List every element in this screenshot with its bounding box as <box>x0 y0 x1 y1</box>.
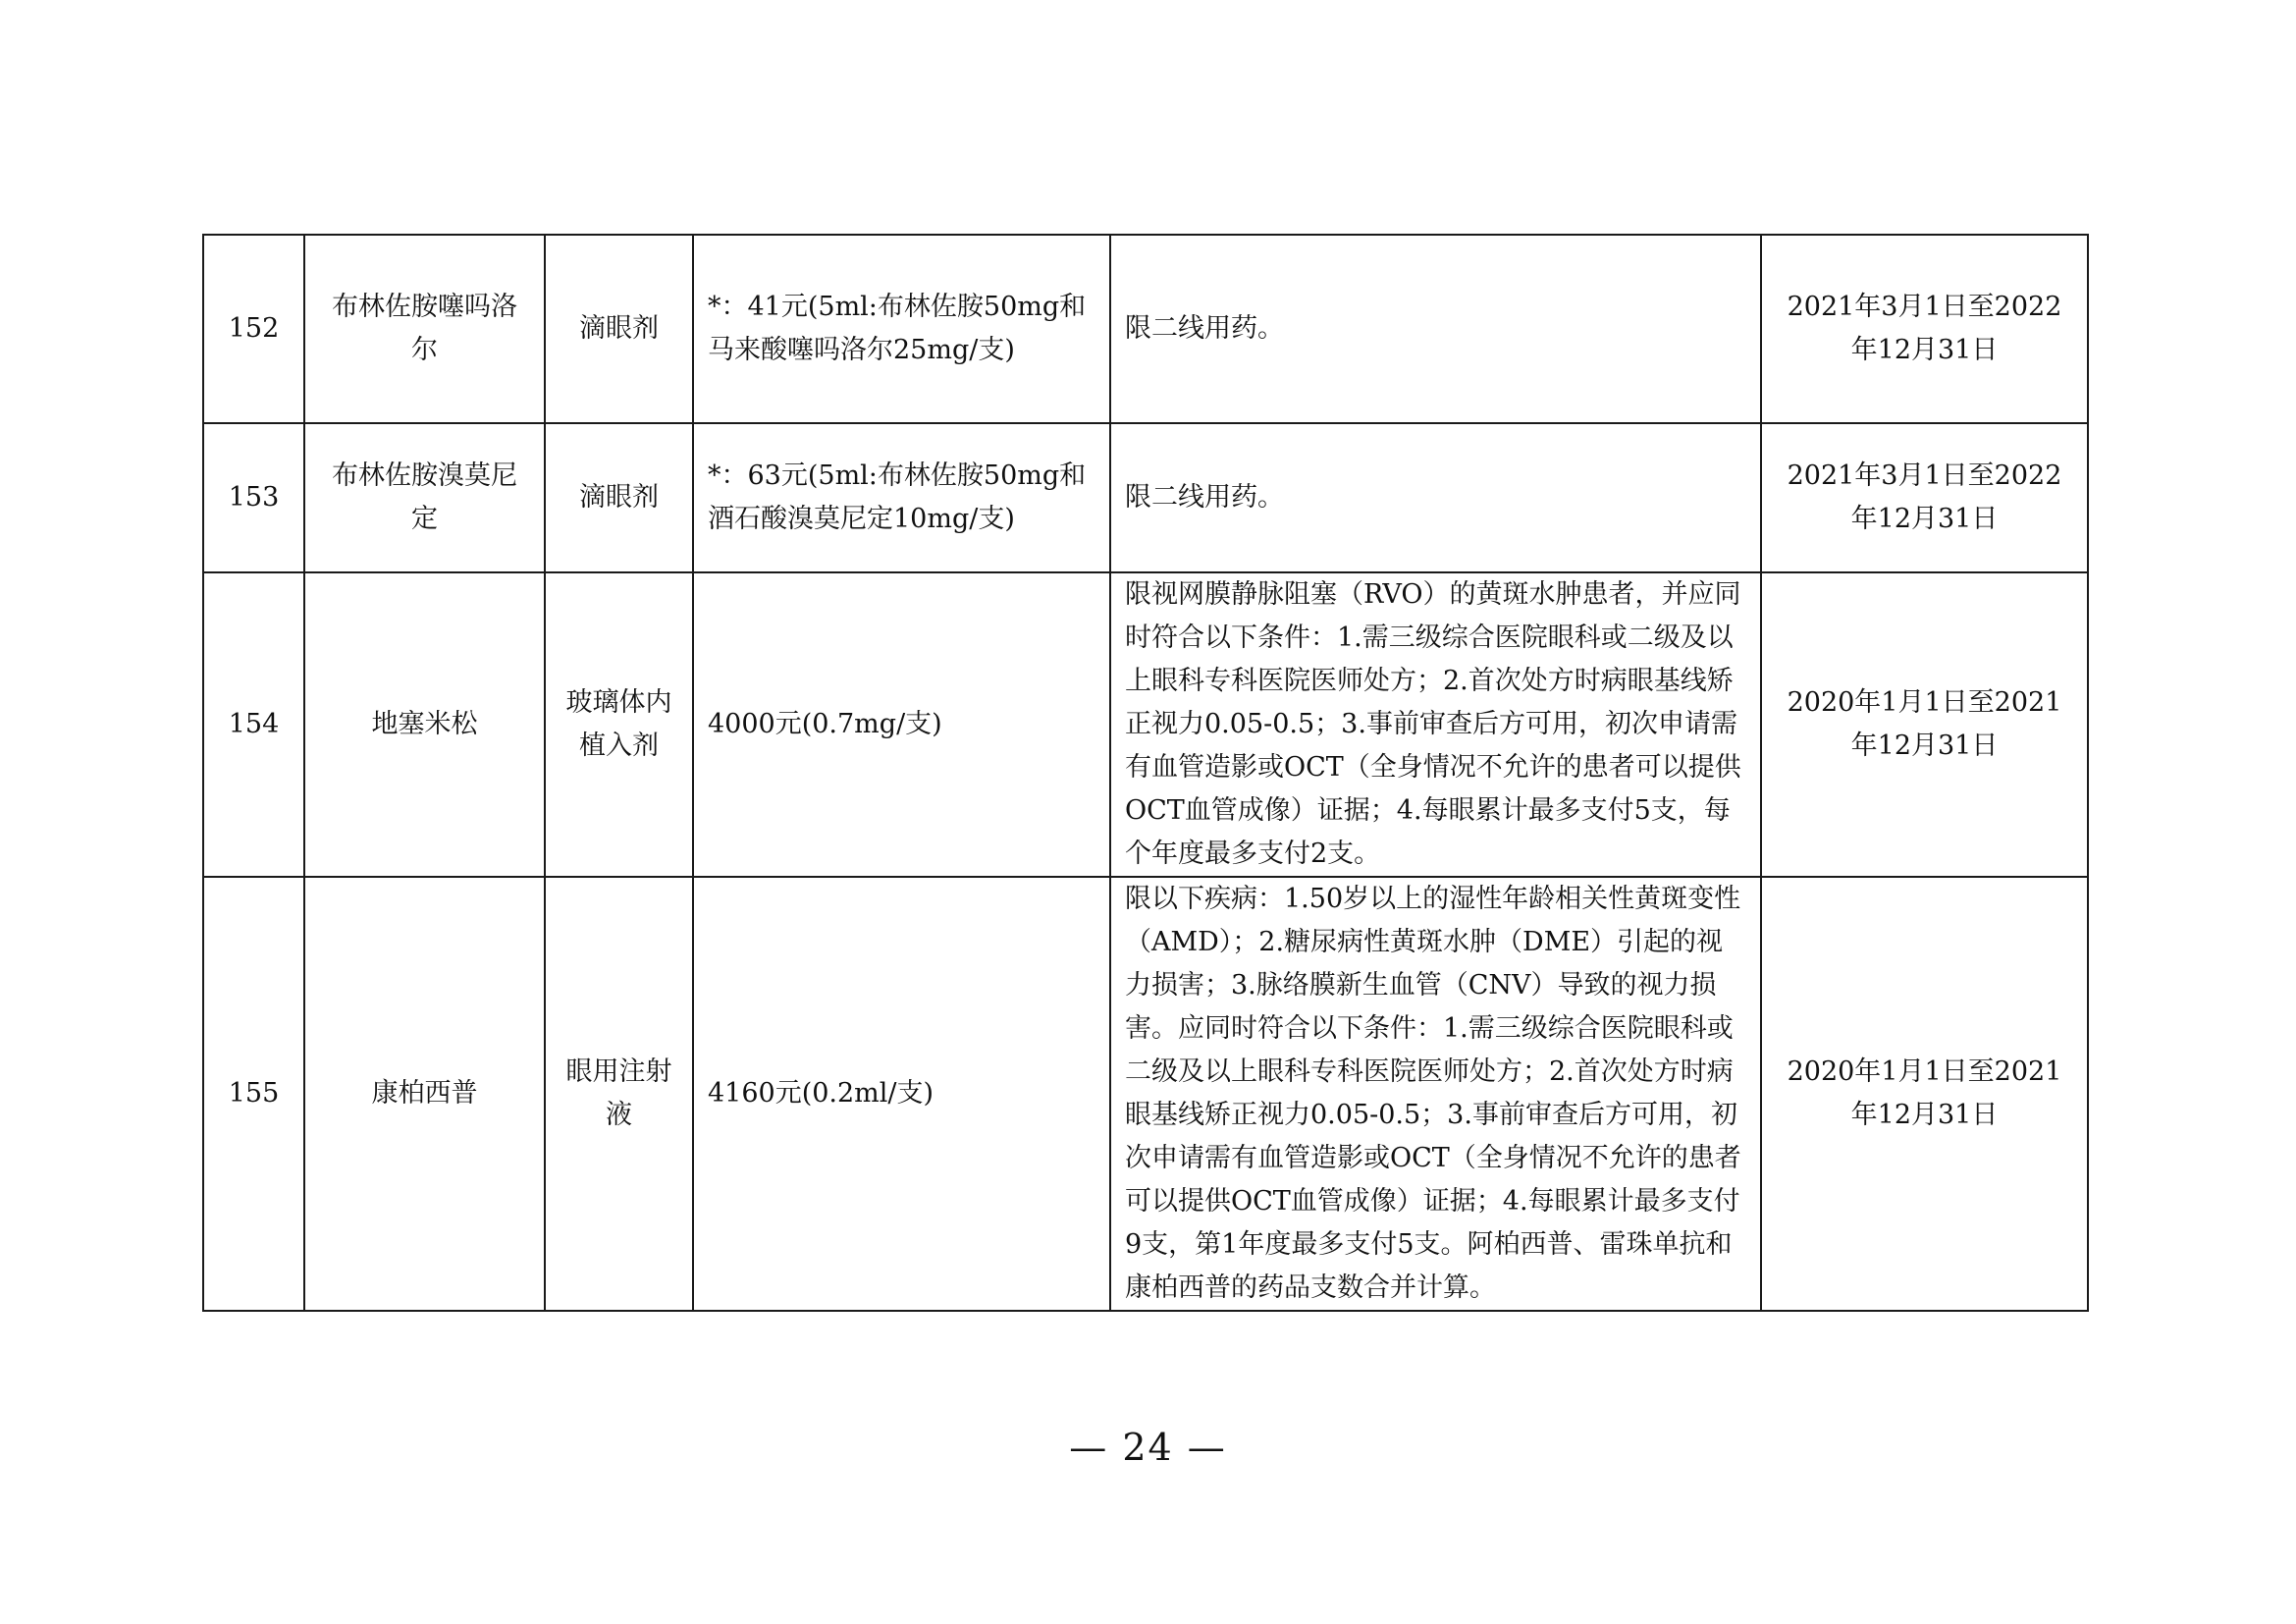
drug-name: 康柏西普 <box>304 877 545 1311</box>
payment-limit: 限二线用药。 <box>1110 423 1761 572</box>
drug-name: 地塞米松 <box>304 572 545 877</box>
table-row <box>203 572 2088 877</box>
dosage-form: 眼用注射液 <box>545 877 693 1311</box>
agreement-period: 2020年1月1日至2021年12月31日 <box>1761 572 2088 877</box>
drug-name: 布林佐胺溴莫尼定 <box>304 423 545 572</box>
table-row <box>203 877 2088 1311</box>
row-number: 155 <box>203 877 304 1311</box>
payment-standard: *：63元(5ml:布林佐胺50mg和酒石酸溴莫尼定10mg/支) <box>693 423 1110 572</box>
row-number: 152 <box>203 235 304 423</box>
table-row <box>203 235 2088 423</box>
agreement-period: 2021年3月1日至2022年12月31日 <box>1761 235 2088 423</box>
payment-limit: 限二线用药。 <box>1110 235 1761 423</box>
payment-standard: 4160元(0.2ml/支) <box>693 877 1110 1311</box>
agreement-period: 2020年1月1日至2021年12月31日 <box>1761 877 2088 1311</box>
row-number: 153 <box>203 423 304 572</box>
dosage-form: 滴眼剂 <box>545 423 693 572</box>
agreement-period: 2021年3月1日至2022年12月31日 <box>1761 423 2088 572</box>
dosage-form: 滴眼剂 <box>545 235 693 423</box>
drug-table <box>202 234 2089 1312</box>
page-number: — 24 — <box>1069 1426 1227 1469</box>
payment-standard: *：41元(5ml:布林佐胺50mg和马来酸噻吗洛尔25mg/支) <box>693 235 1110 423</box>
table-row <box>203 423 2088 572</box>
payment-limit: 限以下疾病：1.50岁以上的湿性年龄相关性黄斑变性（AMD）；2.糖尿病性黄斑水肿（DME）引起的视力损害；3.脉络膜新生血管（CNV）导致的视力损害。应同时符合以下条件：1.需三级综合医院眼科或二级及以上眼科专科医院医师处方；2.首次处方时病眼基线矫正视力0.05-0.5；3.事前审查后方可用，初次申请需有血管造影或OCT（全身情况不允许的患者可以提供OCT血管成像）证据；4.每眼累计最多支付9支，第1年度最多支付5支。阿柏西普、雷珠单抗和康柏西普的药品支数合并计算。 <box>1110 877 1761 1311</box>
payment-standard: 4000元(0.7mg/支) <box>693 572 1110 877</box>
row-number: 154 <box>203 572 304 877</box>
drug-name: 布林佐胺噻吗洛尔 <box>304 235 545 423</box>
dosage-form: 玻璃体内植入剂 <box>545 572 693 877</box>
payment-limit: 限视网膜静脉阻塞（RVO）的黄斑水肿患者，并应同时符合以下条件：1.需三级综合医院眼科或二级及以上眼科专科医院医师处方；2.首次处方时病眼基线矫正视力0.05-0.5；3.事前审查后方可用，初次申请需有血管造影或OCT（全身情况不允许的患者可以提供OCT血管成像）证据；4.每眼累计最多支付5支，每个年度最多支付2支。 <box>1110 572 1761 877</box>
